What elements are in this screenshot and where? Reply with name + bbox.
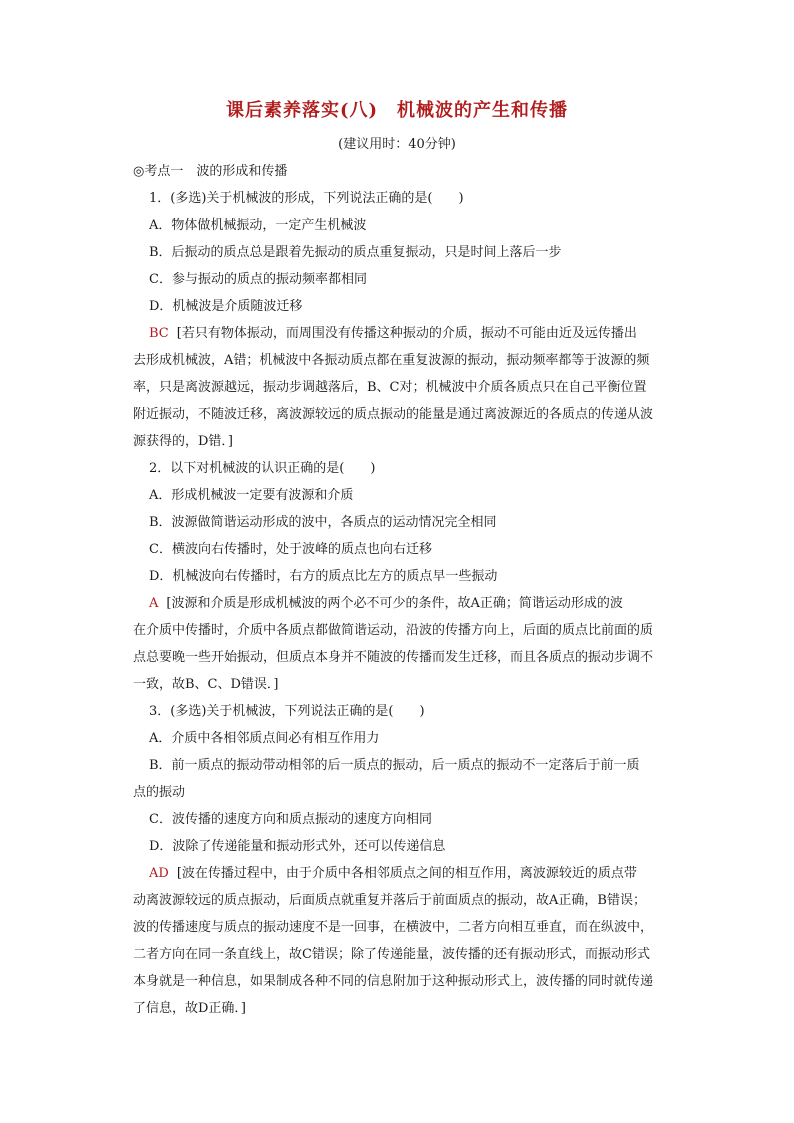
q1-explanation-line: 去形成机械波，A错；机械波中各振动质点都在重复波源的振动，振动频率都等于波源的频 xyxy=(133,353,650,368)
q2-option-a: A．形成机械波一定要有波源和介质 xyxy=(149,488,354,503)
q2-explanation-text: [波源和介质是形成机械波的两个必不可少的条件，故A正确；简谐运动形成的波 xyxy=(166,596,623,611)
q3-option-a: A．介质中各相邻质点间必有相互作用力 xyxy=(149,731,380,746)
q2-stem: 2．以下对机械波的认识正确的是( ) xyxy=(149,461,376,476)
q1-explanation-line: 源获得的，D错．] xyxy=(133,434,233,449)
q3-explanation-line: 本身就是一种信息，如果制成各种不同的信息附加于这种振动形式上，波传播的同时就传递 xyxy=(133,974,654,989)
page-title: 课后素养落实(八) 机械波的产生和传播 xyxy=(225,100,569,121)
q1-option-d: D．机械波是介质随波迁移 xyxy=(149,299,303,314)
q3-explanation-line: 了信息，故D正确．] xyxy=(133,1001,246,1016)
q3-stem: 3．(多选)关于机械波，下列说法正确的是( ) xyxy=(149,704,425,719)
q1-option-c: C．参与振动的质点的振动频率都相同 xyxy=(149,272,367,287)
q2-explanation-line: 点总要晚一些开始振动，但质点本身并不随波的传播而发生迁移，而且各质点的振动步调不 xyxy=(133,650,654,665)
q1-explanation-line: 率，只是离波源越远，振动步调越落后，B、C对；机械波中介质各质点只在自己平衡位置 xyxy=(133,380,647,395)
q3-answer: AD xyxy=(149,866,169,881)
q1-stem: 1．(多选)关于机械波的形成，下列说法正确的是( ) xyxy=(149,191,464,206)
q3-option-b-continued: 点的振动 xyxy=(133,785,186,800)
q3-explanation-line: 二者方向在同一条直线上，故C错误；除了传递能量，波传播的还有振动形式，而振动形式 xyxy=(133,947,650,962)
suggested-time: (建议用时：40分钟) xyxy=(338,137,456,152)
q2-option-c: C．横波向右传播时，处于波峰的质点也向右迁移 xyxy=(149,542,432,557)
q3-option-b: B．前一质点的振动带动相邻的后一质点的振动，后一质点的振动不一定落后于前一质 xyxy=(149,758,640,773)
q3-explanation-text: [波在传播过程中，由于介质中各相邻质点之间的相互作用，离波源较近的质点带 xyxy=(176,866,637,881)
q1-explanation-line: 附近振动，不随波迁移，离波源较远的质点振动的能量是通过离波源近的各质点的传递从波 xyxy=(133,407,654,422)
q1-option-b: B．后振动的质点总是跟着先振动的质点重复振动，只是时间上落后一步 xyxy=(149,245,562,260)
q2-explanation-line: 一致，故B、C、D错误．] xyxy=(133,677,279,692)
q3-explanation-line: 波的传播速度与质点的振动速度不是一回事，在横波中，二者方向相互垂直，而在纵波中， xyxy=(133,920,654,935)
document-body xyxy=(133,158,673,1022)
q3-explanation-line xyxy=(133,860,673,887)
q2-option-d: D．机械波向右传播时，右方的质点比左方的质点早一些振动 xyxy=(149,569,498,584)
q2-explanation-line xyxy=(133,590,673,617)
q2-answer: A xyxy=(149,596,159,611)
q2-explanation-line: 在介质中传播时，介质中各质点都做简谐运动，沿波的传播方向上，后面的质点比前面的质 xyxy=(133,623,654,638)
q1-answer: BC xyxy=(149,326,169,341)
q3-option-d: D．波除了传递能量和振动形式外，还可以传递信息 xyxy=(149,839,446,854)
q3-explanation-line: 动离波源较远的质点振动，后面质点就重复并落后于前面质点的振动，故A正确，B错误； xyxy=(133,893,646,908)
q1-option-a: A．物体做机械振动，一定产生机械波 xyxy=(149,218,367,233)
q3-option-c: C．波传播的速度方向和质点振动的速度方向相同 xyxy=(149,812,432,827)
q1-explanation-line xyxy=(133,320,673,347)
q2-option-b: B．波源做简谐运动形成的波中，各质点的运动情况完全相同 xyxy=(149,515,497,530)
section-heading: ◎考点一 波的形成和传播 xyxy=(133,164,288,179)
q1-explanation-text: [若只有物体振动，而周围没有传播这种振动的介质，振动不可能由近及远传播出 xyxy=(176,326,637,341)
